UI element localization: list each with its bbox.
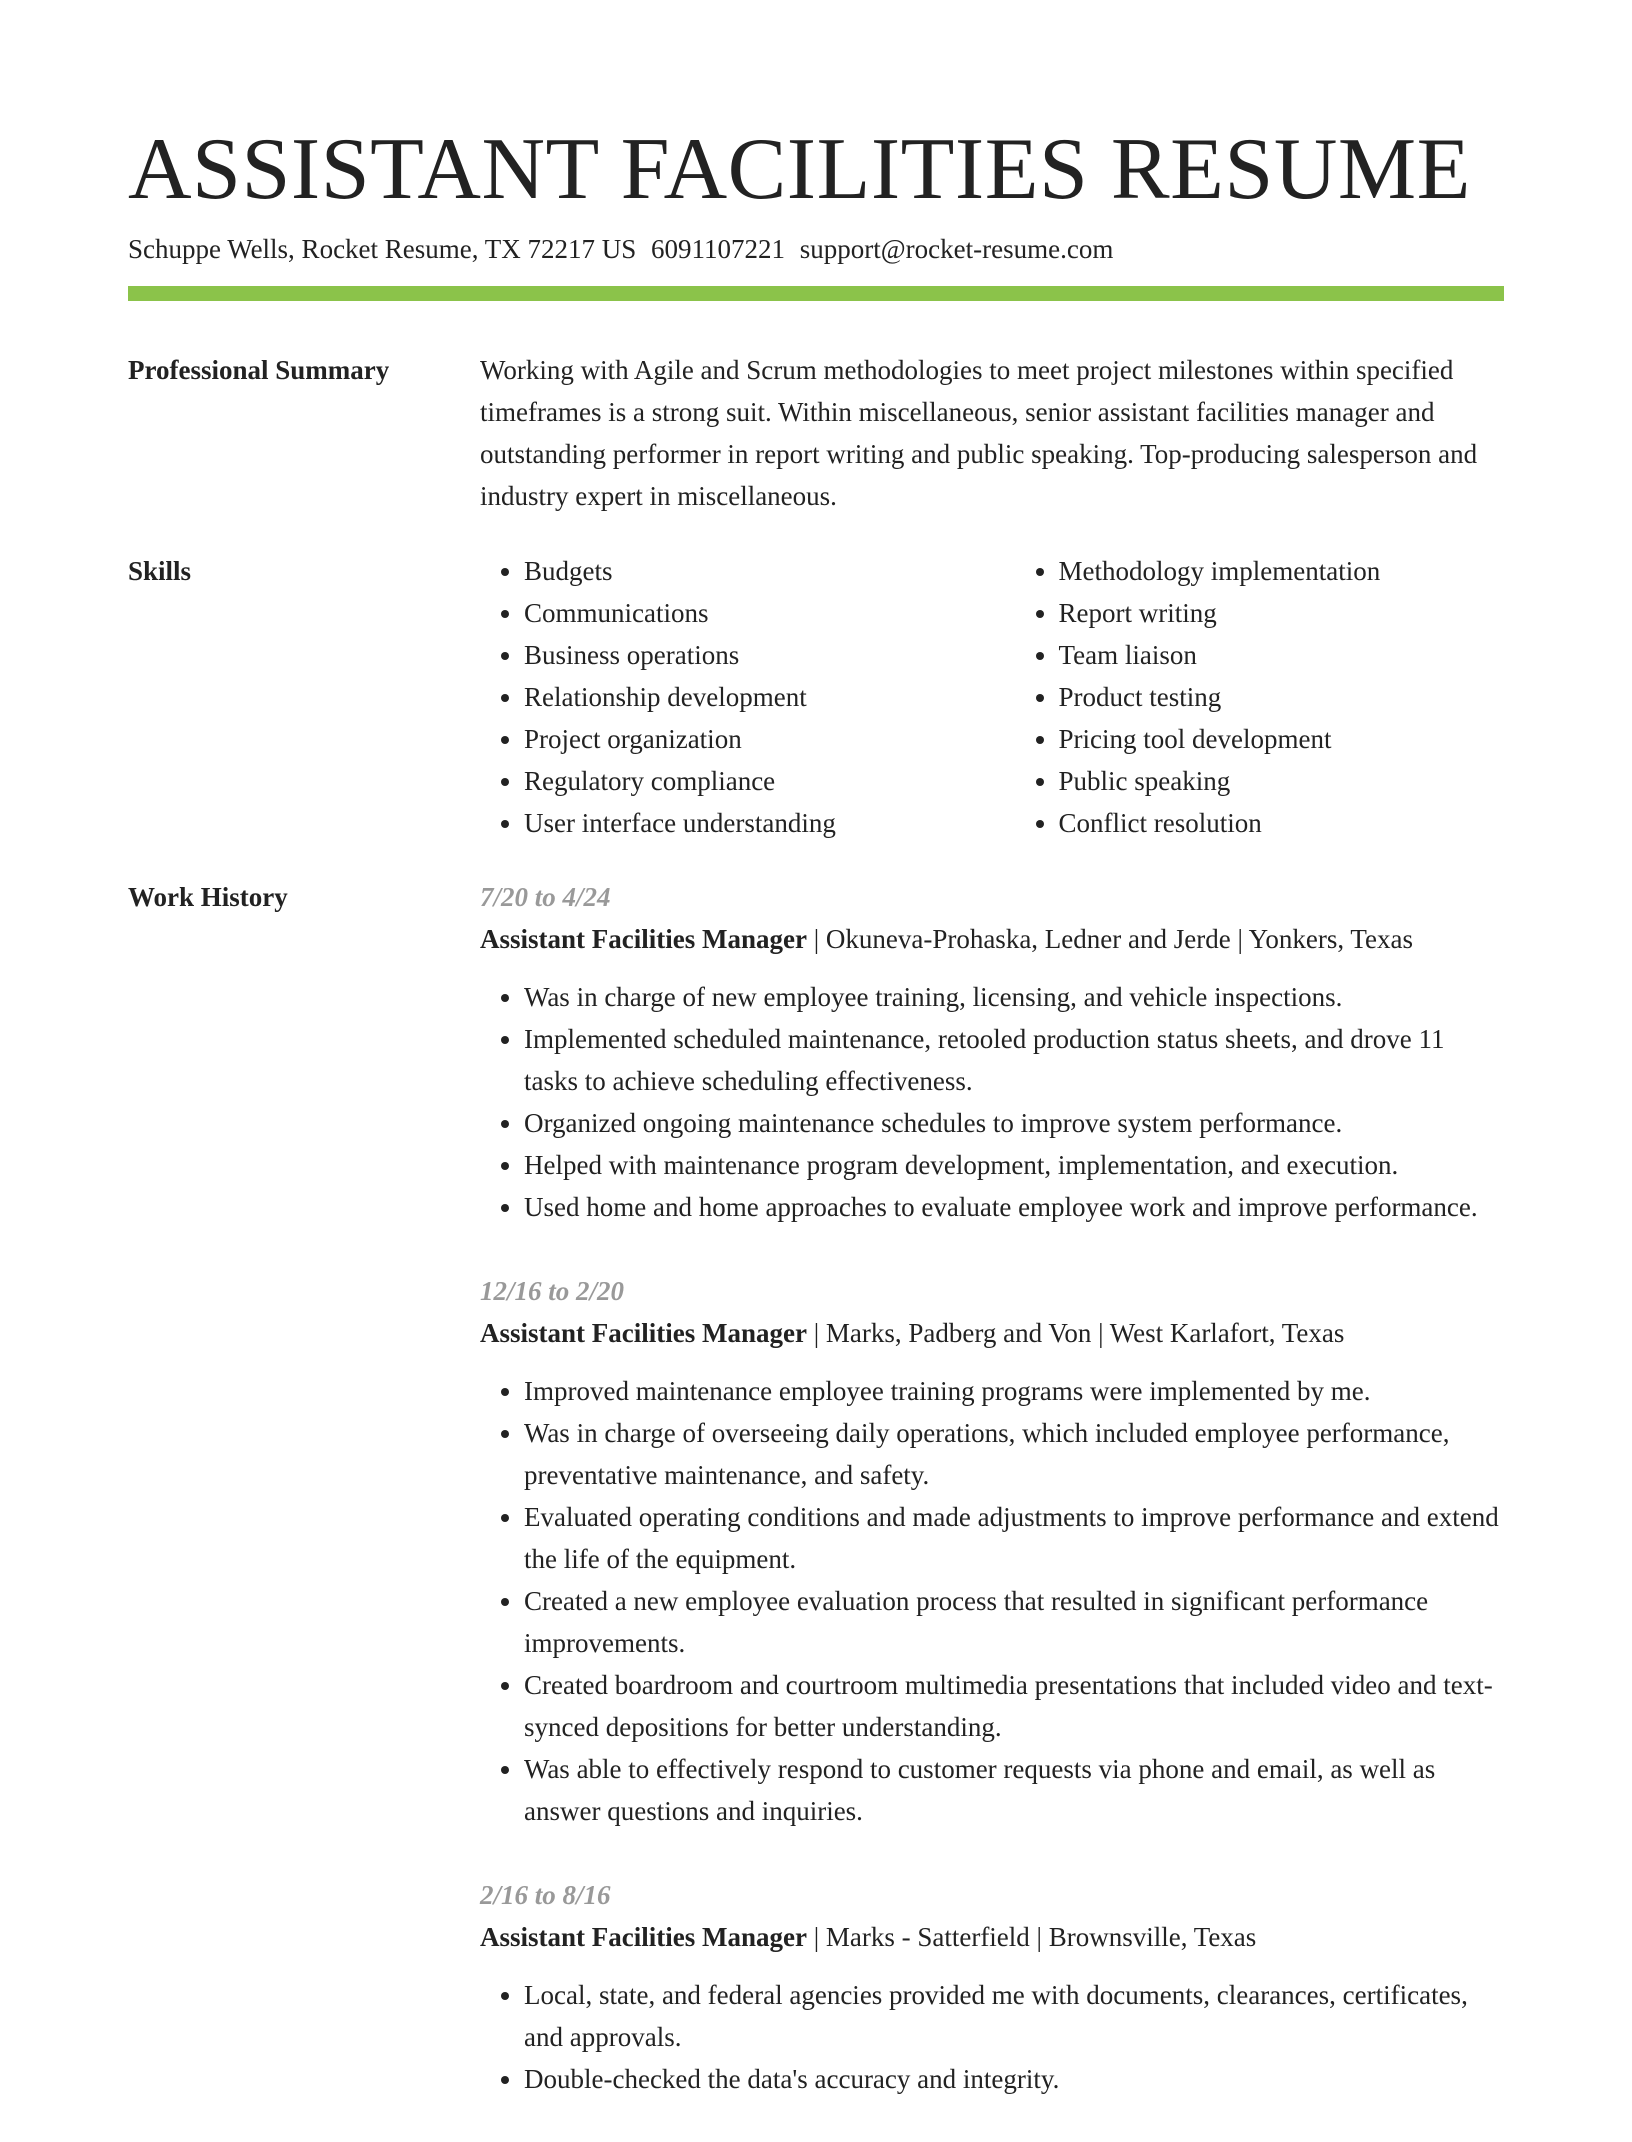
job-entry <box>480 1270 1504 1832</box>
summary-text: Working with Agile and Scrum methodologies to meet project milestones within specified timeframes is a strong suit. Within miscellaneous, senior assistant facilities manager and outstanding performer in report writing and public speaking. Top-producing salesperson and industry expert in miscellaneous. <box>480 355 1478 511</box>
skill-item: • Public speaking <box>1059 760 1505 802</box>
job-title: Assistant Facilities Manager <box>480 1318 807 1348</box>
skill-item: • Conflict resolution <box>1059 802 1505 844</box>
job-bullets <box>480 1974 1504 2100</box>
header-divider <box>128 286 1504 301</box>
job-bullet: • Created boardroom and courtroom multimedia presentations that included video and text-synced depositions for better understanding. <box>524 1664 1504 1748</box>
job-heading <box>480 1312 1504 1354</box>
summary-heading: Professional Summary <box>128 355 390 385</box>
contact-line <box>128 232 1113 266</box>
job-entry <box>480 876 1504 1228</box>
job-bullet: • Helped with maintenance program development, implementation, and execution. <box>524 1144 1504 1186</box>
skill-item: • Report writing <box>1059 592 1505 634</box>
job-company-location: | Marks, Padberg and Von | West Karlafort, Texas <box>806 1318 1345 1348</box>
job-dates: 2/16 to 8/16 <box>480 1880 611 1910</box>
job-bullet: • Was in charge of new employee training, licensing, and vehicle inspections. <box>524 976 1504 1018</box>
job-bullet: • Local, state, and federal agencies provided me with documents, clearances, certificates, and approvals. <box>524 1974 1504 2058</box>
skill-item: • Communications <box>524 592 970 634</box>
job-bullets <box>480 1370 1504 1832</box>
job-heading <box>480 918 1504 960</box>
job-bullet: • Improved maintenance employee training programs were implemented by me. <box>524 1370 1504 1412</box>
work-history-section <box>480 876 1504 2142</box>
skill-item: • Pricing tool development <box>1059 718 1505 760</box>
job-company-location: | Marks - Satterfield | Brownsville, Texas <box>806 1922 1257 1952</box>
job-dates: 12/16 to 2/20 <box>480 1276 625 1306</box>
skills-heading: Skills <box>128 556 192 586</box>
skills-grid <box>480 550 1504 844</box>
skill-item: • Regulatory compliance <box>524 760 970 802</box>
job-title: Assistant Facilities Manager <box>480 1922 807 1952</box>
job-bullet: • Used home and home approaches to evaluate employee work and improve performance. <box>524 1186 1504 1228</box>
contact-email: support@rocket-resume.com <box>799 234 1114 264</box>
skill-item: • Product testing <box>1059 676 1505 718</box>
summary-section <box>480 349 1504 517</box>
job-bullet: • Evaluated operating conditions and made adjustments to improve performance and extend the life of the equipment. <box>524 1496 1504 1580</box>
contact-address: Schuppe Wells, Rocket Resume, TX 72217 US <box>128 234 637 264</box>
skills-section <box>480 550 1504 844</box>
skill-item: • User interface understanding <box>524 802 970 844</box>
job-bullet: • Organized ongoing maintenance schedules to improve system performance. <box>524 1102 1504 1144</box>
job-entry <box>480 1874 1504 2100</box>
job-bullet: • Implemented scheduled maintenance, retooled production status sheets, and drove 11 tasks to achieve scheduling effectiveness. <box>524 1018 1504 1102</box>
skill-item: • Methodology implementation <box>1059 550 1505 592</box>
job-bullet: • Created a new employee evaluation process that resulted in significant performance improvements. <box>524 1580 1504 1664</box>
contact-phone: 6091107221 <box>651 234 786 264</box>
job-bullet: • Was able to effectively respond to customer requests via phone and email, as well as answer questions and inquiries. <box>524 1748 1504 1832</box>
skill-item: • Project organization <box>524 718 970 760</box>
skill-item: • Business operations <box>524 634 970 676</box>
skill-item: • Relationship development <box>524 676 970 718</box>
job-bullet: • Was in charge of overseeing daily operations, which included employee performance, preventative maintenance, and safety. <box>524 1412 1504 1496</box>
job-title: Assistant Facilities Manager <box>480 924 807 954</box>
job-dates: 7/20 to 4/24 <box>480 882 611 912</box>
skills-column-right <box>1015 550 1505 844</box>
skills-column-left <box>480 550 970 844</box>
skill-item: • Budgets <box>524 550 970 592</box>
skill-item: • Team liaison <box>1059 634 1505 676</box>
job-bullets <box>480 976 1504 1228</box>
job-heading <box>480 1916 1504 1958</box>
job-bullet: • Double-checked the data's accuracy and integrity. <box>524 2058 1504 2100</box>
job-company-location: | Okuneva-Prohaska, Ledner and Jerde | Yonkers, Texas <box>806 924 1413 954</box>
work-history-heading: Work History <box>128 882 288 912</box>
resume-title: ASSISTANT FACILITIES RESUME <box>128 121 1471 218</box>
